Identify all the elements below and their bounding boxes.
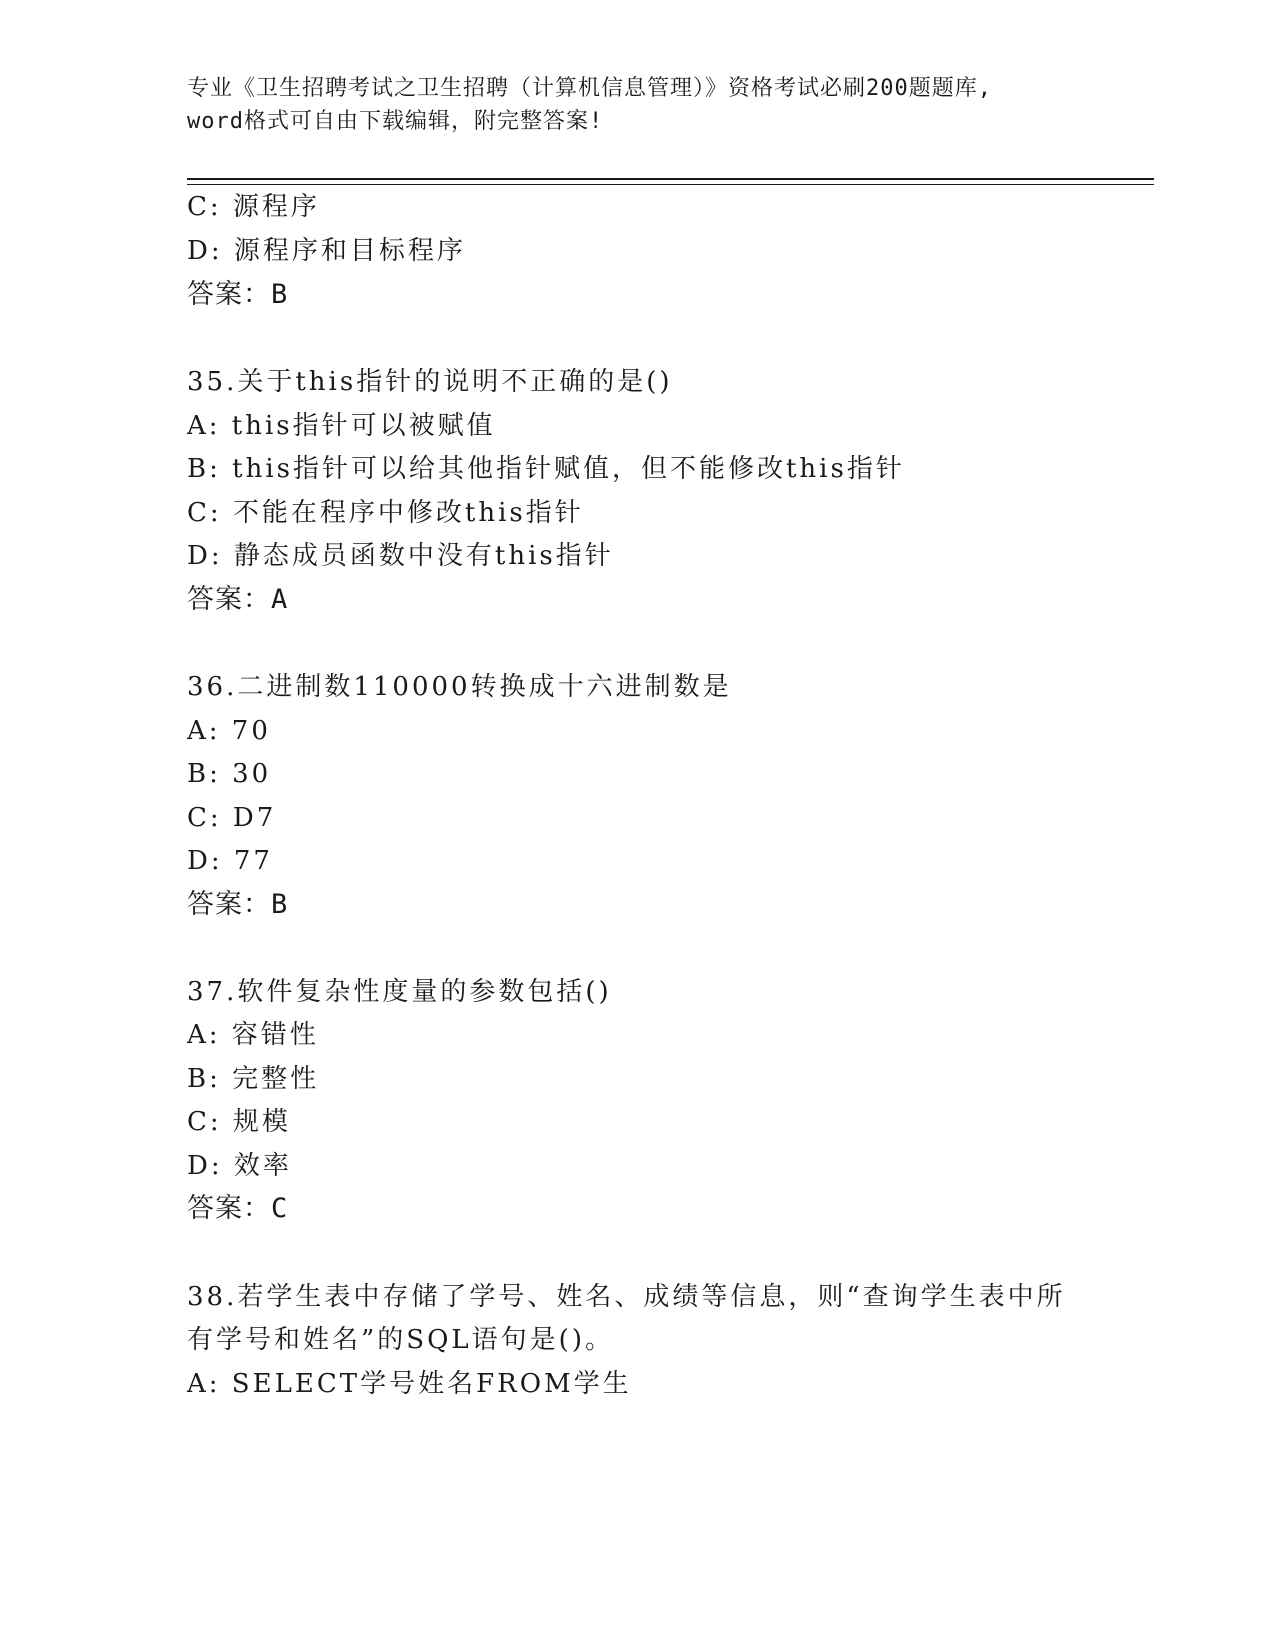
document-header xyxy=(187,72,1087,138)
question-stem: 35.关于this指针的说明不正确的是() xyxy=(187,367,673,397)
option-b: B: 完整性 xyxy=(187,1064,320,1094)
question-stem: 36.二进制数110000转换成十六进制数是 xyxy=(187,672,732,702)
option-a: A: 70 xyxy=(187,716,271,746)
option-a: A: SELECT学号姓名FROM学生 xyxy=(187,1369,632,1399)
header-divider-thick xyxy=(187,178,1154,180)
option-d: D: 效率 xyxy=(187,1151,292,1181)
option-a: A: this指针可以被赋值 xyxy=(187,411,496,441)
question-stem-line-2: 有学号和姓名”的SQL语句是()。 xyxy=(187,1325,614,1355)
answer-line: 答案：B xyxy=(187,279,289,310)
question-stem: 37.软件复杂性度量的参数包括() xyxy=(187,977,612,1007)
option-d: D: 静态成员函数中没有this指针 xyxy=(187,541,614,571)
option-c: C: 源程序 xyxy=(187,192,320,222)
option-d: D: 77 xyxy=(187,846,273,876)
question-stem-line-1: 38.若学生表中存储了学号、姓名、成绩等信息，则“查询学生表中所 xyxy=(187,1282,1066,1312)
answer-line: 答案：A xyxy=(187,584,289,615)
answer-line: 答案：B xyxy=(187,889,289,920)
option-a: A: 容错性 xyxy=(187,1020,319,1050)
option-c: C: 规模 xyxy=(187,1107,291,1137)
header-line-2: word格式可自由下载编辑，附完整答案! xyxy=(187,109,604,134)
option-b: B: 30 xyxy=(187,759,272,789)
answer-line: 答案：C xyxy=(187,1193,289,1224)
header-divider-thin xyxy=(187,184,1154,185)
header-line-1: 专业《卫生招聘考试之卫生招聘（计算机信息管理）》资格考试必刷200题题库, xyxy=(187,76,992,101)
option-b: B: this指针可以给其他指针赋值，但不能修改this指针 xyxy=(187,454,905,484)
option-c: C: D7 xyxy=(187,803,277,833)
option-d: D: 源程序和目标程序 xyxy=(187,236,466,266)
option-c: C: 不能在程序中修改this指针 xyxy=(187,498,584,528)
